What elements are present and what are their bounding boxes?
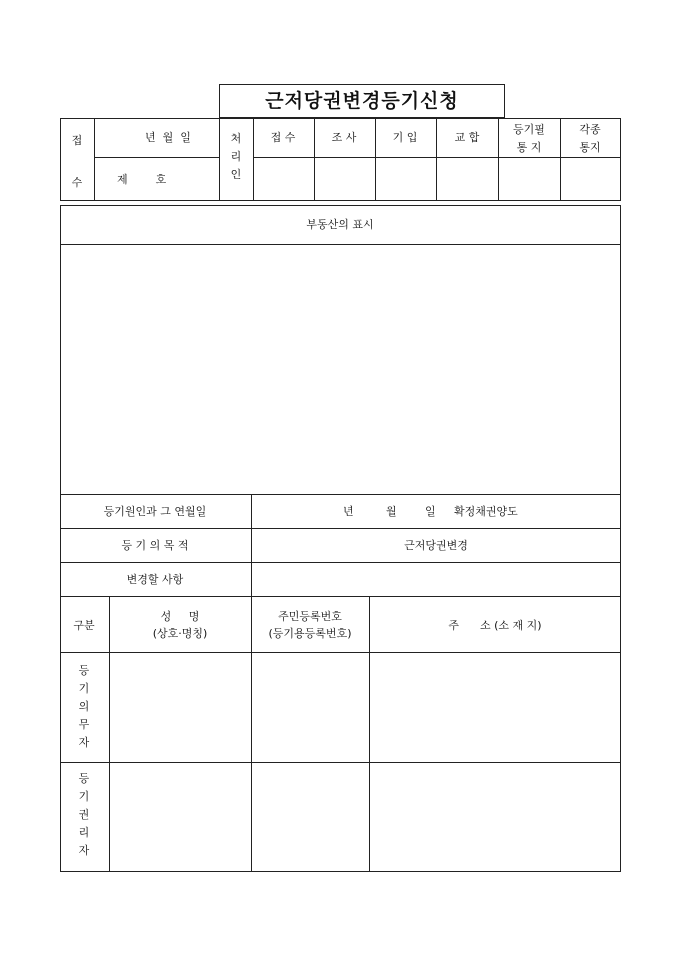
reception-number-label: 제 호 — [117, 173, 167, 186]
cause-text[interactable]: 확정채권양도 — [454, 505, 518, 518]
change-label: 변경할 사항 — [126, 573, 184, 586]
col-giip: 기 입 — [392, 131, 418, 144]
obligor-address-cell[interactable] — [371, 654, 619, 761]
col-misc-line2: 통지 — [579, 141, 601, 154]
page-title: 근저당권변경등기신청 — [265, 90, 459, 112]
col-misc-line1: 각종 — [579, 123, 601, 136]
change-value[interactable] — [253, 564, 619, 594]
cause-month[interactable]: 월 — [386, 505, 397, 518]
cause-label: 등기원인과 그 연월일 — [103, 505, 207, 518]
reception-label-su: 수 — [71, 176, 83, 189]
obligee-address-cell[interactable] — [371, 764, 619, 871]
property-header: 부동산의 표시 — [306, 218, 374, 231]
property-content-area[interactable] — [62, 246, 619, 492]
col-josa: 조 사 — [331, 131, 357, 144]
col-division: 구분 — [73, 619, 95, 632]
purpose-label: 등 기 의 목 적 — [121, 539, 189, 552]
purpose-value[interactable]: 근저당권변경 — [404, 539, 468, 552]
cause-day[interactable]: 일 — [425, 505, 436, 518]
reception-label-jeop: 접 — [71, 134, 83, 147]
col-id-line1: 주민등록번호 — [278, 610, 342, 623]
handler-label: 처 리 인 — [230, 132, 242, 181]
col-jeopsu: 접 수 — [270, 131, 296, 144]
col-id-line2: (등기용등록번호) — [268, 627, 352, 640]
obligee-id-cell[interactable] — [253, 764, 368, 871]
reception-date-label: 년 월 일 — [145, 131, 191, 144]
col-notice-line2: 통 지 — [516, 141, 542, 154]
cause-year[interactable]: 년 — [343, 505, 354, 518]
col-name-line1: 성 명 — [160, 610, 200, 623]
obligor-label: 등 기 의 무 자 — [78, 664, 90, 749]
col-gyohap: 교 합 — [454, 131, 480, 144]
col-name-line2: (상호·명칭) — [152, 627, 208, 640]
obligee-name-cell[interactable] — [111, 764, 250, 871]
obligor-name-cell[interactable] — [111, 654, 250, 761]
col-notice-line1: 등기필 — [513, 123, 545, 136]
col-address: 주 소 (소 재 지) — [448, 619, 542, 632]
obligee-label: 등 기 권 리 자 — [78, 772, 90, 857]
obligor-id-cell[interactable] — [253, 654, 368, 761]
